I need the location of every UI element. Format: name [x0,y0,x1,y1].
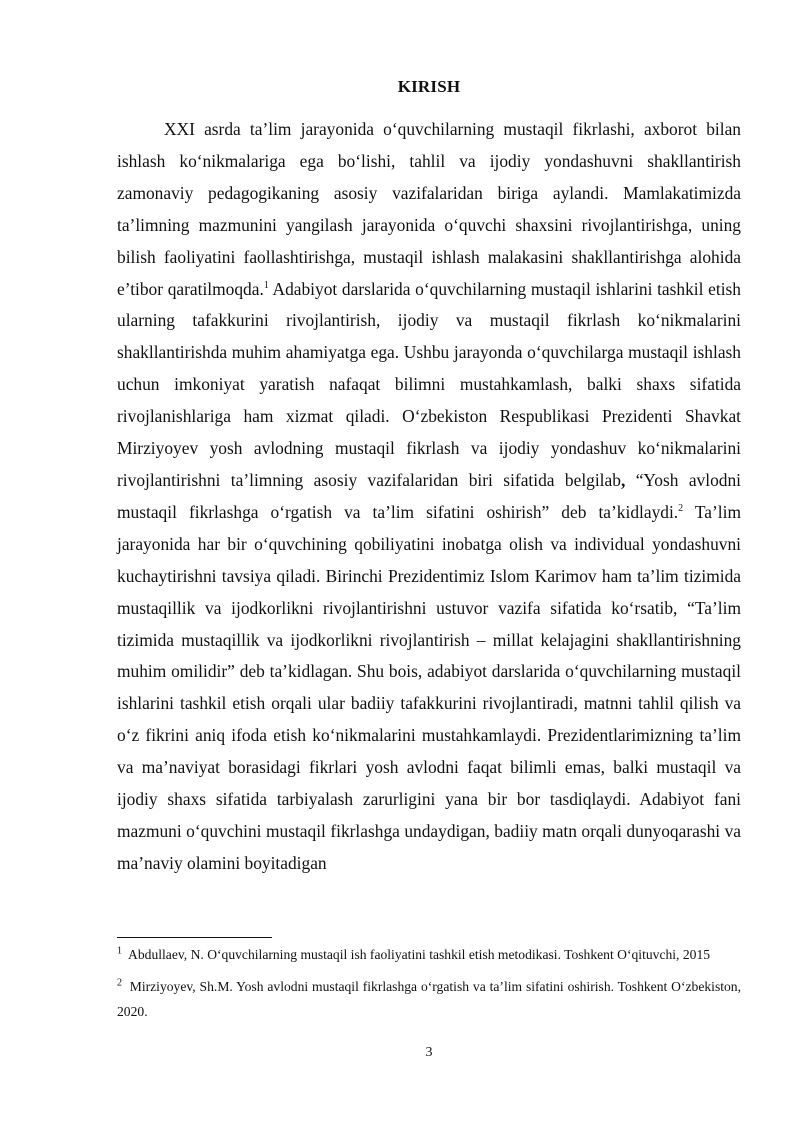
body-paragraph [117,114,741,880]
section-heading: KIRISH [397,77,461,96]
body-text-part-2: Adabiyot darslarida o‘quvchilarning mustaqil ishlarini tashkil etish ularning tafakkurini rivojlantirish, ijodiy va mustaqil fikrlash ko‘nikmalarini shakllantirishda muhim ahamiyatga ega. Ushbu jarayonda o‘quvchilarga mustaqil ishlash uchun imkoniyat yaratish nafaqat bilimni mustahkamlash, balki shaxs sifatida rivojlanishlariga ham xizmat qiladi. O‘zbekiston Respublikasi Prezidenti Shavkat Mirziyoyev yosh avlodning mustaqil fikrlash va ijodiy yondashuv ko‘nikmalarini rivojlantirishni ta’limning asosiy vazifalaridan biri sifatida belgilab [117,278,741,490]
footnote-separator [117,937,272,938]
body-text-part-1: XXI asrda ta’lim jarayonida o‘quvchilarning mustaqil fikrlashi, axborot bilan ishlash ko‘nikmalariga ega bo‘lishi, tahlil va ijodiy yondashuvni shakllantirish zamonaviy pedagogikaning asosiy vazifalaridan biriga aylandi. Mamlakatimizda ta’limning mazmunini yangilash jarayonida o‘quvchi shaxsini rivojlantirishga, uning bilish faoliyatini faollashtirishga, mustaqil ishlash malakasini shakllantirishga alohida e’tibor qaratilmoqda. [117,119,741,299]
footnote-reference-2[interactable]: 2 [678,503,684,515]
footnote-1 [117,942,741,967]
footnote-2 [117,974,741,1024]
body-text-part-4: Ta’lim jarayonida har bir o‘quvchining qobiliyatini inobatga olish va individual yondashuvni kuchaytirishni tavsiya qiladi. Birinchi Prezidentimiz Islom Karimov ham ta’lim tizimida mustaqillik va ijodkorlikni rivojlantirishni ustuvor vazifa sifatida ko‘rsatib, “Ta’lim tizimida mustaqillik va ijodkorlikni rivojlantirish – millat kelajagini shakllantirishning muhim omilidir” deb ta’kidlagan. Shu bois, adabiyot darslarida o‘quvchilarning mustaqil ishlarini tashkil etish orqali ular badiiy tafakkurini rivojlantiradi, matnni tahlil qilish va o‘z fikrini aniq ifoda etish ko‘nikmalarini mustahkamlaydi. Prezidentlarimizning ta’lim va ma’naviyat borasidagi fikrlari yosh avlodni faqat bilimli emas, balki mustaqil va ijodiy shaxs sifatida tarbiyalash zarurligini yana bir bor tasdiqlaydi. Adabiyot fani mazmuni o‘quvchini mustaqil fikrlashga undaydigan, badiiy matn orqali dunyoqarashi va ma’naviy olamini boyitadigan [117,501,741,873]
body-text-part-3: “Yosh avlodni mustaqil fikrlashga o‘rgatish va ta’lim sifatini oshirish” deb ta’kidlaydi. [117,469,741,522]
bold-comma: , [620,469,626,490]
page-number: 3 [425,1045,433,1060]
footnotes [117,942,741,1031]
footnote-number-2: 2 [117,977,122,989]
footnote-text-2: Mirziyoyev, Sh.M. Yosh avlodni mustaqil fikrlashga o‘rgatish va ta’lim sifatini oshirish. Toshkent O‘zbekiston, 2020. [117,979,741,1019]
footnote-number-1: 1 [117,945,122,957]
footnote-reference-1[interactable]: 1 [263,279,269,291]
footnote-text-1: Abdullaev, N. O‘quvchilarning mustaqil ish faoliyatini tashkil etish metodikasi. Toshkent O‘qituvchi, 2015 [128,947,711,962]
